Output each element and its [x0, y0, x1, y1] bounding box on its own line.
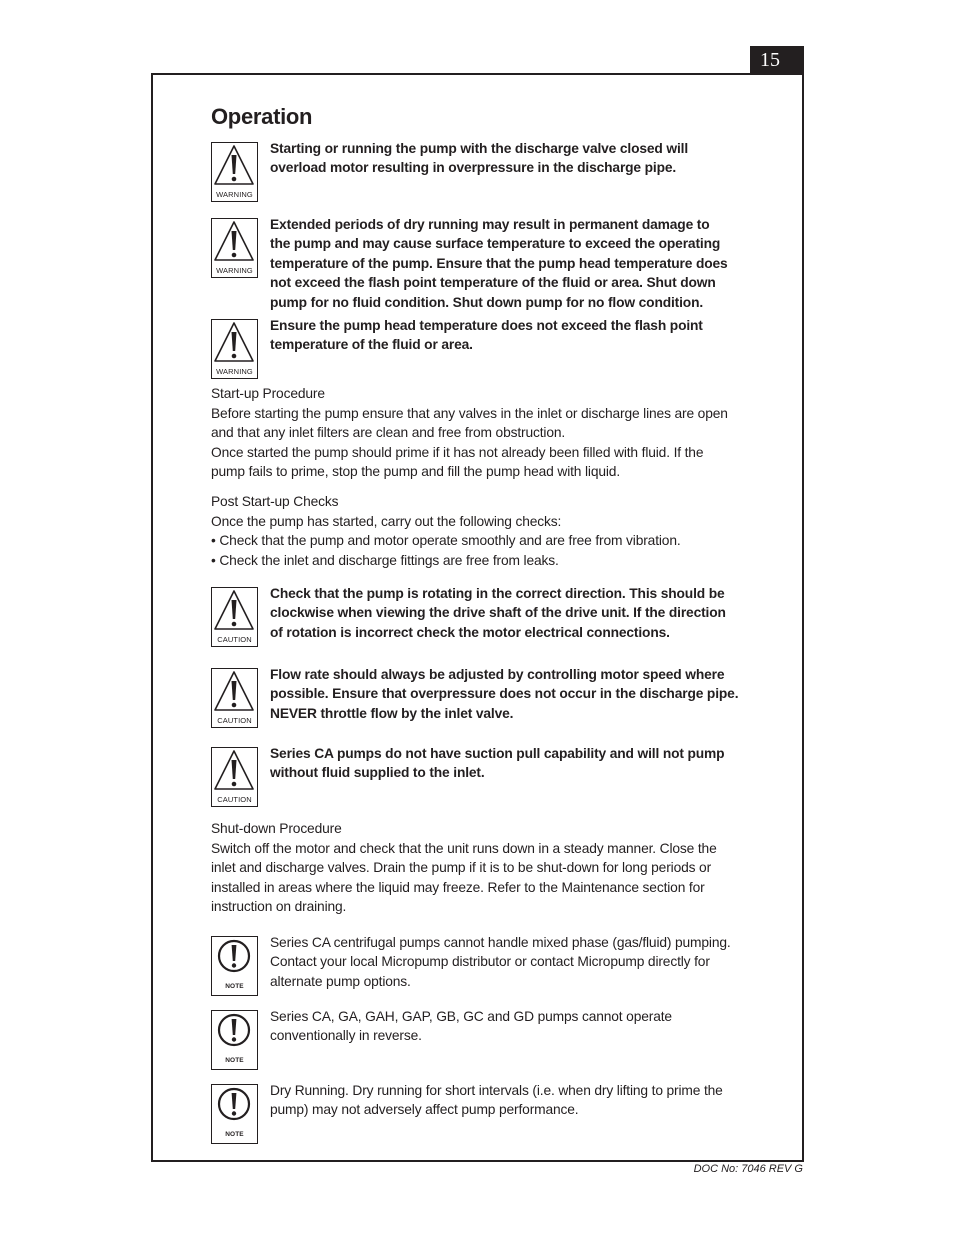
icon-label: NOTE: [225, 983, 244, 990]
text-line: Starting or running the pump with the discharge valve closed will: [270, 141, 689, 156]
icon-label: WARNING: [216, 190, 253, 199]
text-line: Series CA, GA, GAH, GAP, GB, GC and GD pumps cannot operate: [270, 1009, 672, 1024]
text-line: overload motor resulting in overpressure in the discharge pipe.: [270, 160, 677, 176]
text-line: pump fails to prime, stop the pump and fill the pump head with liquid.: [211, 464, 621, 480]
text-line: conventionally in reverse.: [270, 1028, 422, 1044]
note-text-3: [270, 1081, 760, 1120]
section-heading: Start-up Procedure: [211, 386, 325, 401]
text-line: Extended periods of dry running may result in permanent damage to: [270, 217, 710, 232]
page-number: 15: [750, 46, 804, 74]
shutdown-procedure: [211, 819, 756, 917]
icon-label: CAUTION: [217, 716, 252, 725]
page-title: Operation: [211, 104, 313, 129]
section-heading: Shut-down Procedure: [211, 821, 342, 836]
warning-triangle-icon: [211, 319, 258, 379]
bullet-item: • Check the inlet and discharge fittings are free from leaks.: [211, 552, 559, 568]
text-line: temperature of the pump. Ensure that the pump head temperature does: [270, 255, 728, 271]
note-exclamation-icon: [211, 1084, 258, 1144]
note-text-1: [270, 933, 760, 991]
text-line: Once started the pump should prime if it has not already been filled with fluid. If the: [211, 444, 704, 460]
document-number: DOC No: 7046 REV G: [693, 1163, 803, 1175]
text-line: instruction on draining.: [211, 899, 347, 915]
text-line: Once the pump has started, carry out the following checks:: [211, 513, 562, 529]
caution-triangle-icon: [211, 668, 258, 728]
text-line: Flow rate should always be adjusted by controlling motor speed where: [270, 667, 725, 682]
icon-label: WARNING: [216, 266, 253, 275]
startup-procedure: [211, 384, 756, 482]
text-line: Contact your local Micropump distributor or contact Micropump directly for: [270, 954, 710, 970]
post-startup-checks: [211, 492, 756, 570]
text-line: without fluid supplied to the inlet.: [270, 765, 485, 781]
text-line: of rotation is incorrect check the motor electrical connections.: [270, 624, 670, 640]
text-line: clockwise when viewing the drive shaft of the drive unit. If the direction: [270, 605, 726, 621]
caution-triangle-icon: [211, 747, 258, 807]
text-line: the pump and may cause surface temperature to exceed the operating: [270, 236, 721, 252]
warning-text-2: [270, 215, 760, 312]
warning-triangle-icon: [211, 142, 258, 202]
note-exclamation-icon: [211, 1010, 258, 1070]
note-text-2: [270, 1007, 760, 1046]
text-line: Ensure the pump head temperature does not exceed the flash point: [270, 318, 703, 333]
section-heading: Post Start-up Checks: [211, 494, 339, 509]
bullet-item: • Check that the pump and motor operate smoothly and are free from vibration.: [211, 533, 681, 549]
text-line: Series CA pumps do not have suction pull capability and will not pump: [270, 746, 725, 761]
icon-label: NOTE: [225, 1131, 244, 1138]
icon-label: NOTE: [225, 1057, 244, 1064]
note-exclamation-icon: [211, 936, 258, 996]
text-line: and that any inlet filters are clean and free from obstruction.: [211, 425, 566, 441]
text-line: temperature of the fluid or area.: [270, 337, 473, 353]
text-line: Switch off the motor and check that the unit runs down in a steady manner. Close the: [211, 840, 717, 856]
icon-label: WARNING: [216, 367, 253, 376]
text-line: inlet and discharge valves. Drain the pump if it is to be shut-down for long periods or: [211, 860, 712, 876]
warning-text-3: [270, 316, 760, 355]
text-line: possible. Ensure that overpressure does not occur in the discharge pipe.: [270, 686, 739, 702]
caution-text-1: [270, 584, 760, 642]
text-line: Before starting the pump ensure that any valves in the inlet or discharge lines are open: [211, 405, 728, 421]
icon-label: CAUTION: [217, 795, 252, 804]
text-line: Check that the pump is rotating in the correct direction. This should be: [270, 586, 725, 601]
caution-text-3: [270, 744, 760, 783]
text-line: NEVER throttle flow by the inlet valve.: [270, 705, 514, 721]
text-line: Series CA centrifugal pumps cannot handle mixed phase (gas/fluid) pumping.: [270, 935, 731, 950]
text-line: pump) may not adversely affect pump performance.: [270, 1102, 579, 1118]
warning-text-1: [270, 139, 760, 178]
icon-label: CAUTION: [217, 635, 252, 644]
caution-triangle-icon: [211, 587, 258, 647]
text-line: alternate pump options.: [270, 973, 411, 989]
text-line: installed in areas where the liquid may freeze. Refer to the Maintenance section for: [211, 879, 705, 895]
text-line: pump for no fluid condition. Shut down pump for no flow condition.: [270, 294, 704, 310]
caution-text-2: [270, 665, 760, 723]
text-line: not exceed the flash point temperature of the fluid or area. Shut down: [270, 275, 716, 291]
warning-triangle-icon: [211, 218, 258, 278]
text-line: Dry Running. Dry running for short intervals (i.e. when dry lifting to prime the: [270, 1083, 723, 1098]
